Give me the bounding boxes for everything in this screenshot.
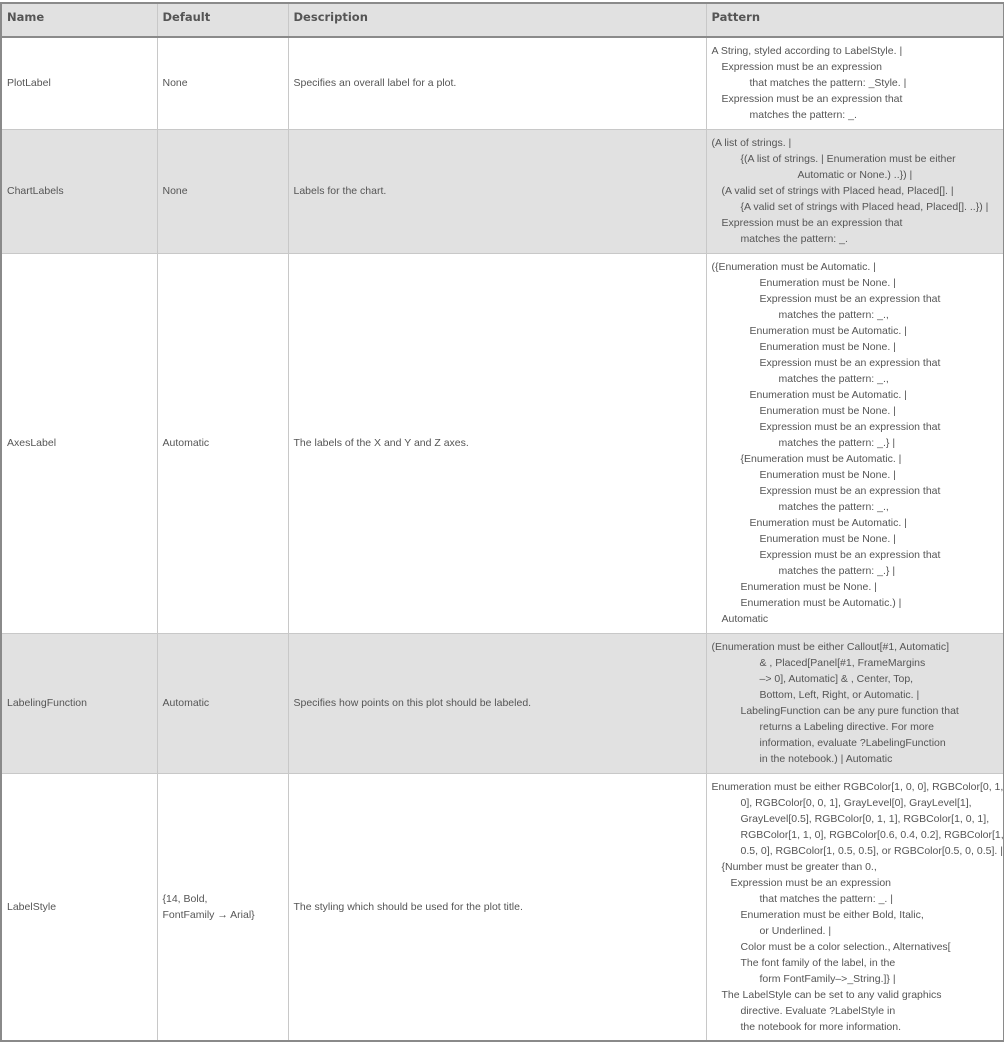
pattern-line: LabelingFunction can be any pure function that xyxy=(740,704,959,717)
option-description: The styling which should be used for the plot title. xyxy=(288,773,706,1041)
table-row xyxy=(1,633,1004,773)
pattern-line: –> 0], Automatic] & , Center, Top, xyxy=(759,672,914,685)
pattern-line: in the notebook.) | Automatic xyxy=(759,752,893,765)
pattern-line: matches the pattern: _., xyxy=(778,372,889,385)
pattern-line: matches the pattern: _., xyxy=(778,308,889,321)
option-default: None xyxy=(157,37,288,129)
pattern-line: RGBColor[1, 1, 0], RGBColor[0.6, 0.4, 0.2], RGBColor[1, xyxy=(740,828,1004,841)
option-description: The labels of the X and Y and Z axes. xyxy=(288,253,706,633)
option-description: Specifies an overall label for a plot. xyxy=(288,37,706,129)
table-row xyxy=(1,37,1004,129)
pattern-line: matches the pattern: _., xyxy=(778,500,889,513)
options-table xyxy=(0,2,1004,1042)
pattern-line: Enumeration must be Automatic. | xyxy=(749,324,907,337)
pattern-line: or Underlined. | xyxy=(759,924,832,937)
pattern-line: The font family of the label, in the xyxy=(740,956,896,969)
pattern-line: Bottom, Left, Right, or Automatic. | xyxy=(759,688,920,701)
pattern-line: form FontFamily–>_String.]} | xyxy=(759,972,896,985)
pattern-line: Automatic xyxy=(721,612,769,625)
pattern-line: Enumeration must be either Bold, Italic, xyxy=(740,908,924,921)
column-header-name: Name xyxy=(1,3,157,37)
pattern-line: (A list of strings. | xyxy=(711,136,792,149)
pattern-line: Expression must be an expression xyxy=(721,61,882,73)
option-name: PlotLabel xyxy=(1,37,157,129)
pattern-line: Expression must be an expression that xyxy=(759,420,941,433)
column-header-pattern: Pattern xyxy=(706,3,1004,37)
pattern-line: Expression must be an expression that xyxy=(759,548,941,561)
option-pattern xyxy=(706,129,1004,253)
table-row xyxy=(1,773,1004,1041)
pattern-line: that matches the pattern: _. | xyxy=(759,892,893,905)
pattern-line: Expression must be an expression that xyxy=(721,93,903,105)
option-pattern xyxy=(706,253,1004,633)
pattern-line: Expression must be an expression that xyxy=(759,292,941,305)
pattern-line: Enumeration must be None. | xyxy=(759,468,896,481)
pattern-line: (A valid set of strings with Placed head, Placed[]. | xyxy=(721,184,954,197)
pattern-line: matches the pattern: _. xyxy=(740,232,848,245)
pattern-line: Enumeration must be None. | xyxy=(759,276,896,289)
option-pattern xyxy=(706,773,1004,1041)
table-row xyxy=(1,129,1004,253)
pattern-line: information, evaluate ?LabelingFunction xyxy=(759,736,946,749)
option-name: LabelStyle xyxy=(1,773,157,1041)
pattern-line: that matches the pattern: _Style. | xyxy=(749,77,907,89)
pattern-line: Enumeration must be None. | xyxy=(759,340,896,353)
pattern-line: {(A list of strings. | Enumeration must be either xyxy=(740,152,956,165)
pattern-line: & , Placed[Panel[#1, FrameMargins xyxy=(759,656,926,669)
option-description: Specifies how points on this plot should be labeled. xyxy=(288,633,706,773)
pattern-line: 0], RGBColor[0, 0, 1], GrayLevel[0], GrayLevel[1], xyxy=(740,796,972,809)
pattern-line: {A valid set of strings with Placed head, Placed[]. ..}) | xyxy=(740,200,989,213)
pattern-line: matches the pattern: _. xyxy=(749,109,857,121)
pattern-line: the notebook for more information. xyxy=(740,1020,902,1033)
pattern-line: Enumeration must be None. | xyxy=(759,532,896,545)
pattern-line: {Enumeration must be Automatic. | xyxy=(740,452,902,465)
pattern-line: directive. Evaluate ?LabelStyle in xyxy=(740,1004,896,1017)
pattern-line: The LabelStyle can be set to any valid graphics xyxy=(721,988,942,1001)
pattern-line: matches the pattern: _.} | xyxy=(778,436,896,449)
pattern-line: GrayLevel[0.5], RGBColor[0, 1, 1], RGBColor[1, 0, 1], xyxy=(740,812,990,825)
pattern-line: A String, styled according to LabelStyle. | xyxy=(711,45,903,57)
option-description: Labels for the chart. xyxy=(288,129,706,253)
pattern-line: Enumeration must be None. | xyxy=(759,404,896,417)
option-name: AxesLabel xyxy=(1,253,157,633)
option-default: Automatic xyxy=(157,253,288,633)
option-default: Automatic xyxy=(157,633,288,773)
pattern-line: 0.5, 0], RGBColor[1, 0.5, 0.5], or RGBColor[0.5, 0, 0.5]. | xyxy=(740,844,1003,857)
option-pattern xyxy=(706,633,1004,773)
option-pattern xyxy=(706,37,1004,129)
pattern-line: Enumeration must be Automatic. | xyxy=(749,516,907,529)
table-row xyxy=(1,253,1004,633)
pattern-line: Expression must be an expression that xyxy=(721,216,903,229)
pattern-line: Expression must be an expression that xyxy=(759,356,941,369)
column-header-default: Default xyxy=(157,3,288,37)
pattern-line: Enumeration must be Automatic.) | xyxy=(740,596,902,609)
header-row xyxy=(1,3,1004,37)
option-name: ChartLabels xyxy=(1,129,157,253)
pattern-line: {Number must be greater than 0., xyxy=(721,860,877,873)
pattern-line: Enumeration must be None. | xyxy=(740,580,877,593)
pattern-line: matches the pattern: _.} | xyxy=(778,564,896,577)
column-header-description: Description xyxy=(288,3,706,37)
pattern-line: Expression must be an expression xyxy=(730,876,891,889)
pattern-line: Automatic or None.) ..}) | xyxy=(797,168,913,181)
option-name: LabelingFunction xyxy=(1,633,157,773)
pattern-line: Enumeration must be Automatic. | xyxy=(749,388,907,401)
pattern-line: (Enumeration must be either Callout[#1, Automatic] xyxy=(711,640,950,653)
pattern-line: ({Enumeration must be Automatic. | xyxy=(711,260,876,273)
pattern-line: Enumeration must be either RGBColor[1, 0, 0], RGBColor[0, 1, xyxy=(711,780,1004,793)
pattern-line: returns a Labeling directive. For more xyxy=(759,720,934,733)
option-default: None xyxy=(157,129,288,253)
pattern-line: Color must be a color selection., Alternatives[ xyxy=(740,940,951,953)
pattern-line: Expression must be an expression that xyxy=(759,484,941,497)
option-default: {14, Bold, FontFamily → Arial} xyxy=(157,773,288,1041)
